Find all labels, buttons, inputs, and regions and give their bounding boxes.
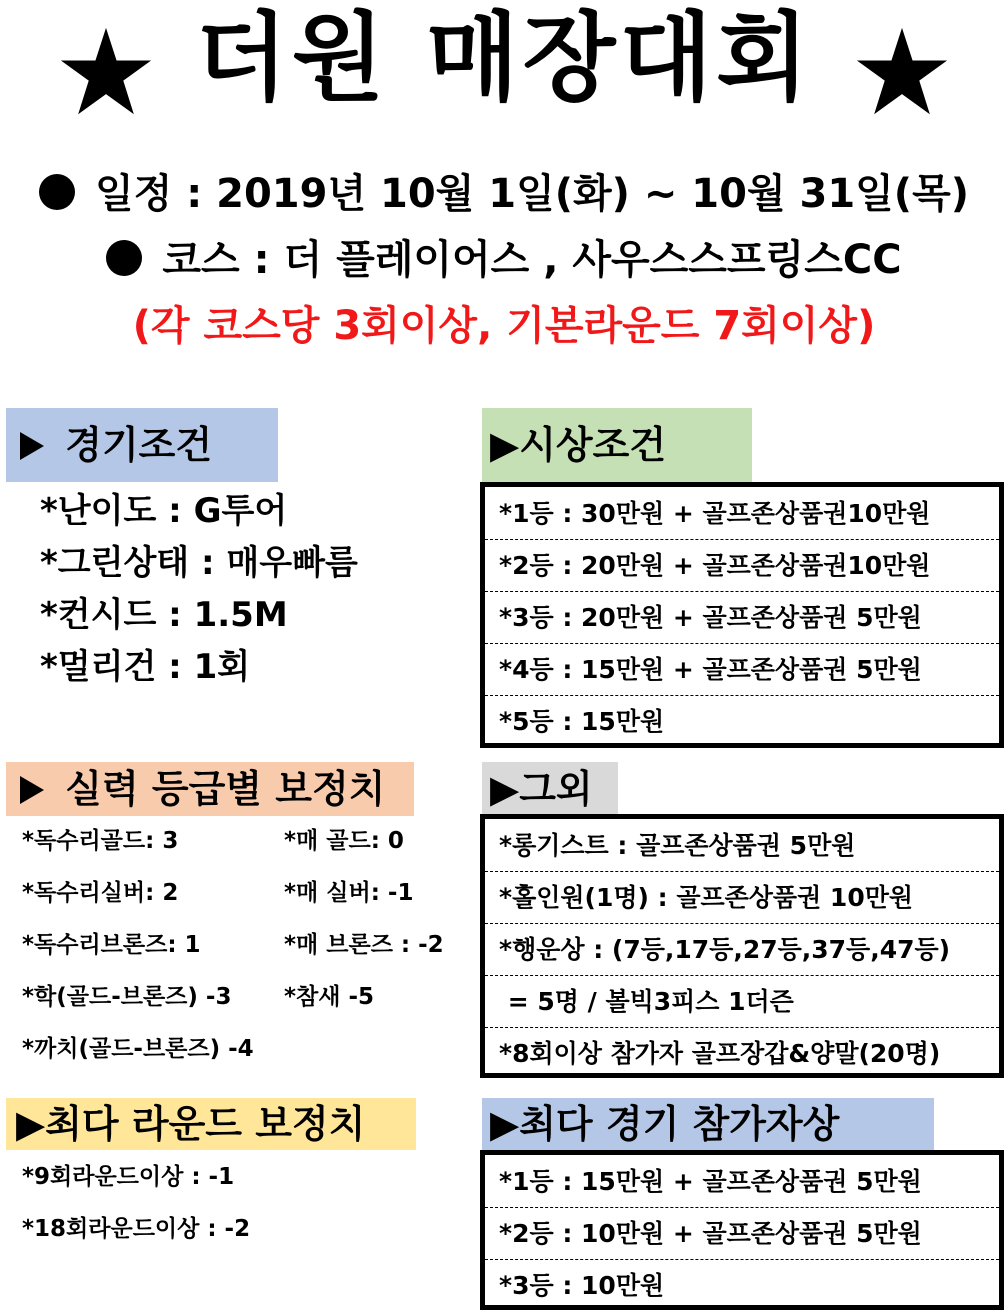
list-item: *매 실버: -1 [284, 880, 414, 906]
bullet-icon [39, 174, 75, 210]
list-item: *까치(골드-브론즈) -4 [22, 1036, 254, 1062]
table-row: *행운상 : (7등,17등,27등,37등,47등) [485, 924, 999, 976]
page-title: 더원 매장대회 [195, 2, 813, 114]
list-item: *매 골드: 0 [284, 828, 404, 854]
table-row: *8회이상 참가자 골프장갑&양말(20명) [499, 1039, 941, 1068]
award-conditions-box [480, 482, 1004, 748]
table-row: *2등 : 10만원 + 골프존상품권 5만원 [485, 1208, 999, 1260]
table-row: = 5명 / 볼빅3피스 1더즌 [485, 976, 999, 1028]
list-item: *18회라운드이상 : -2 [22, 1216, 251, 1242]
skill-correction-title: 실력 등급별 보정치 [65, 767, 386, 811]
table-row: *1등 : 15만원 + 골프존상품권 5만원 [485, 1156, 999, 1208]
course-note: (각 코스당 3회이상, 기본라운드 7회이상) [132, 303, 876, 349]
list-item: *멀리건 : 1회 [40, 647, 251, 687]
course-line [0, 234, 1008, 286]
list-item: *독수리실버: 2 [22, 880, 179, 906]
skill-correction-header [6, 762, 414, 816]
list-item: *독수리브론즈: 1 [22, 932, 201, 958]
game-conditions-title: 경기조건 [65, 423, 213, 467]
table-row: *2등 : 20만원 + 골프존상품권10만원 [485, 540, 999, 592]
triangle-icon [20, 776, 44, 804]
list-item: *독수리골드: 3 [22, 828, 179, 854]
most-games-box [480, 1150, 1004, 1310]
table-row: *홀인원(1명) : 골프존상품권 10만원 [485, 872, 999, 924]
list-item: *컨시드 : 1.5M [40, 595, 288, 635]
triangle-icon [20, 432, 44, 460]
award-conditions-header: ▶시상조건 [482, 408, 752, 482]
list-item: *매 브론즈 : -2 [284, 932, 444, 958]
others-header: ▶그외 [482, 762, 618, 816]
game-conditions-header [6, 408, 278, 482]
star-icon [854, 24, 950, 120]
table-row: *4등 : 15만원 + 골프존상품권 5만원 [485, 644, 999, 696]
table-row: *3등 : 10만원 [499, 1271, 665, 1300]
schedule-text: 일정 : 2019년 10월 1일(화) ~ 10월 31일(목) [94, 171, 970, 217]
table-row: *1등 : 30만원 + 골프존상품권10만원 [485, 488, 999, 540]
list-item: *난이도 : G투어 [40, 491, 288, 531]
course-text: 코스 : 더 플레이어스 , 사우스스프링스CC [162, 237, 902, 283]
others-box [480, 814, 1004, 1078]
list-item: *그린상태 : 매우빠름 [40, 543, 358, 583]
list-item: *학(골드-브론즈) -3 [22, 984, 232, 1010]
table-row: *5등 : 15만원 [499, 707, 665, 736]
round-correction-header: ▶최다 라운드 보정치 [6, 1098, 416, 1150]
bullet-icon [106, 240, 142, 276]
most-games-header: ▶최다 경기 참가자상 [482, 1098, 934, 1150]
list-item: *참새 -5 [284, 984, 375, 1010]
title-row [0, 0, 1008, 130]
list-item: *9회라운드이상 : -1 [22, 1164, 235, 1190]
table-row: *3등 : 20만원 + 골프존상품권 5만원 [485, 592, 999, 644]
schedule-line [0, 168, 1008, 220]
table-row: *롱기스트 : 골프존상품권 5만원 [485, 820, 999, 872]
